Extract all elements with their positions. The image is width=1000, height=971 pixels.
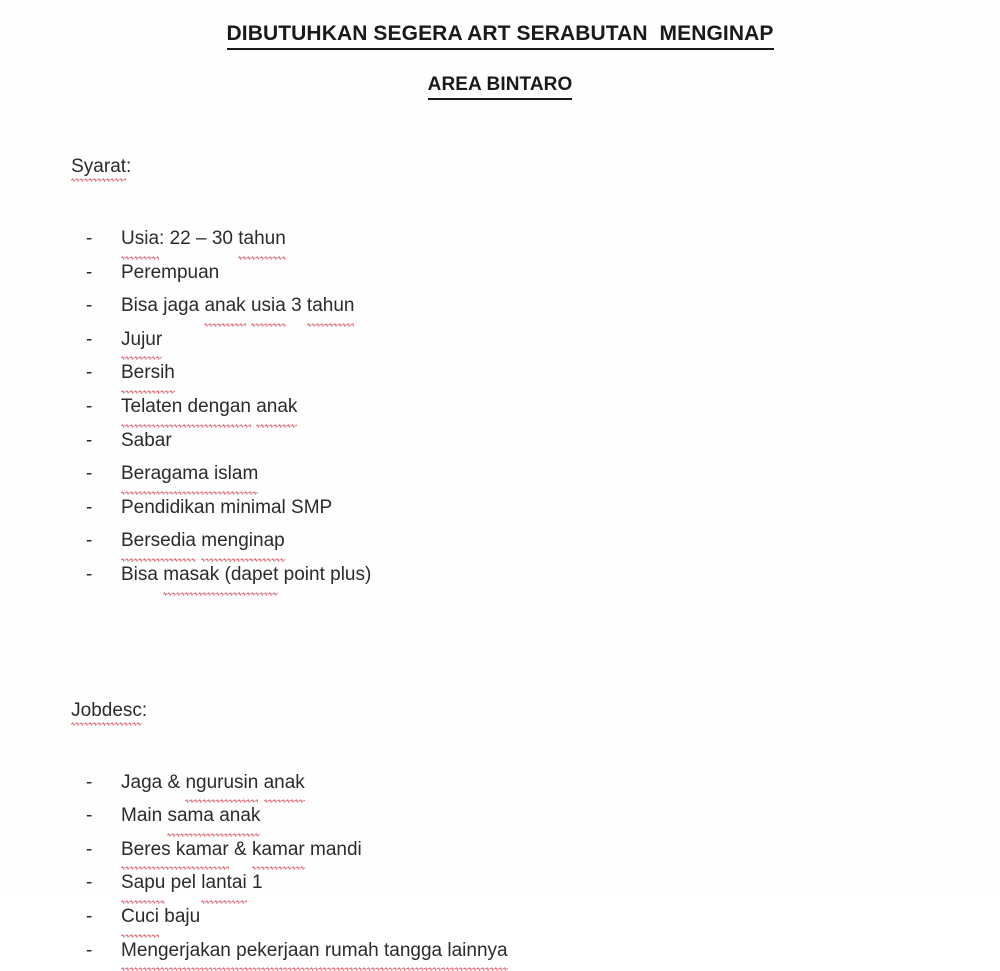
spellcheck-underline: Sapu [121,866,165,900]
list-bullet-dash-icon: - [86,328,93,350]
jobdesc-item [0,934,1000,968]
spellcheck-underline: anak [256,390,297,424]
requirement-item [0,558,1000,592]
spellcheck-underline: sama anak [167,799,260,833]
list-bullet-dash-icon: - [86,530,93,552]
text-run: : 22 – 30 [159,228,239,249]
spellcheck-underline: menginap [201,524,284,558]
list-bullet-dash-icon: - [86,805,93,827]
spellcheck-underline: Jujur [121,323,162,357]
spellcheck-underline: tahun [238,222,286,256]
spellcheck-underline: Beragama islam [121,457,258,491]
requirements-list [0,222,1000,592]
document-title: DIBUTUHKAN SEGERA ART SERABUTAN MENGINAP [227,22,774,50]
jobdesc-item-text [121,772,305,793]
requirement-item [0,457,1000,491]
requirement-item-text [121,228,286,249]
spellcheck-underline: lantai [201,866,246,900]
requirement-item-text [121,564,371,585]
spellcheck-underline: Usia [121,222,159,256]
jobdesc-item-text [121,839,362,860]
list-bullet-dash-icon: - [86,295,93,317]
text-run: Perempuan [121,261,220,283]
section-heading-jobdesc-colon: : [141,699,148,721]
spellcheck-underline: ngurusin [185,766,258,800]
text-run: 3 [285,295,307,317]
list-bullet-dash-icon: - [86,395,93,417]
spellcheck-underline: Cuci [121,900,159,934]
list-bullet-dash-icon: - [86,939,93,961]
spellcheck-underline: usia [251,289,286,323]
requirement-item [0,256,1000,290]
spellcheck-underline: kamar [252,833,305,867]
requirement-item-text [121,362,175,383]
spellcheck-underline: masak (dapet [163,558,278,592]
spellcheck-underline: tahun [307,289,355,323]
requirement-item-text [121,430,172,451]
list-bullet-dash-icon: - [86,228,93,249]
spellcheck-underline: Bersedia [121,524,196,558]
jobdesc-list [0,766,1000,968]
requirement-item-text [121,295,354,316]
text-run: baju [159,905,201,927]
list-bullet-dash-icon: - [86,362,93,384]
text-run: Jaga & [121,771,186,793]
text-run: Sabar [121,429,172,451]
spellcheck-underline: anak [204,289,245,323]
jobdesc-item-text [121,872,263,893]
section-heading-jobdesc [50,678,1000,744]
jobdesc-item-text [121,906,200,927]
subtitle-block [0,74,1000,100]
jobdesc-item [0,799,1000,833]
spellcheck-underline: anak [264,766,305,800]
list-bullet-dash-icon: - [86,496,93,518]
text-run: Main [121,805,168,827]
list-bullet-dash-icon: - [86,563,93,585]
text-run: pel [165,872,202,894]
requirement-item [0,222,1000,256]
requirement-item-text [121,530,285,551]
list-bullet-dash-icon: - [86,905,93,927]
text-run: mandi [304,838,362,860]
requirement-item [0,424,1000,458]
spellcheck-underline: Bersih [121,356,175,390]
text-run: Pendidikan minimal SMP [121,496,333,518]
section-heading-jobdesc-word: Jobdesc [71,699,142,721]
list-bullet-dash-icon: - [86,771,93,793]
text-run: Bisa [121,563,164,585]
document-subtitle: AREA BINTARO [428,74,573,100]
requirement-item [0,524,1000,558]
requirement-item-text [121,396,297,417]
jobdesc-item [0,900,1000,934]
requirement-item-text [121,262,219,283]
requirement-item [0,289,1000,323]
section-heading-syarat [50,134,1000,200]
list-bullet-dash-icon: - [86,838,93,860]
text-run: & [228,838,252,860]
spellcheck-underline: Mengerjakan pekerjaan rumah tangga lainnya [121,934,508,968]
requirement-item-text [121,497,332,518]
requirement-item-text [121,463,258,484]
spellcheck-underline: Telaten dengan [121,390,251,424]
section-heading-syarat-colon: : [126,156,132,177]
jobdesc-item [0,833,1000,867]
requirement-item [0,491,1000,525]
section-spacer [0,592,1000,678]
text-run: 1 [246,872,263,894]
list-bullet-dash-icon: - [86,429,93,451]
jobdesc-item-text [121,805,260,826]
spellcheck-underline: Beres kamar [121,833,229,867]
text-run: Bisa jaga [121,295,205,317]
requirement-item [0,323,1000,357]
text-run: point plus) [278,563,372,585]
jobdesc-item [0,766,1000,800]
list-bullet-dash-icon: - [86,261,93,283]
jobdesc-item-text [121,940,508,961]
requirement-item [0,390,1000,424]
list-bullet-dash-icon: - [86,872,93,894]
section-heading-syarat-word: Syarat [71,156,127,177]
title-block [0,0,1000,50]
requirement-item [0,356,1000,390]
list-bullet-dash-icon: - [86,463,93,485]
requirement-item-text [121,329,162,350]
